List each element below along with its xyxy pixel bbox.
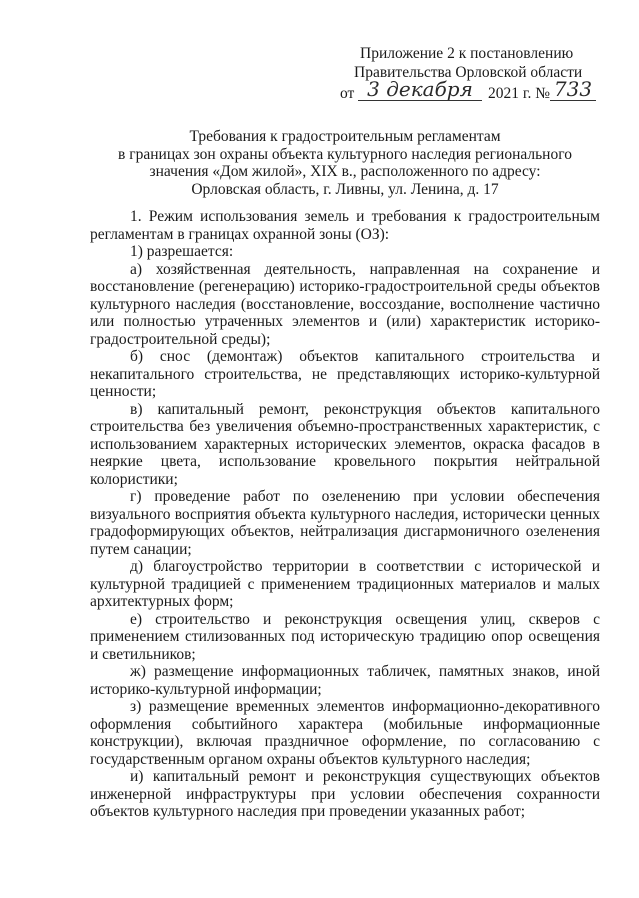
date-number-line — [340, 77, 600, 104]
title-line-3: значения «Дом жилой», XIX в., расположенного по адресу: — [149, 163, 541, 180]
title-line-4: Орловская область, г. Ливны, ул. Ленина, д. 17 — [191, 180, 499, 198]
handwritten-number: 733 — [550, 78, 596, 101]
appendix-line: Приложение 2 к постановлению — [360, 45, 574, 62]
date-prefix: от — [340, 85, 355, 102]
list-item-b: б) снос (демонтаж) объектов капитального строительства и некапитального строительства, не представляющих историко-культурной ценности; — [90, 348, 600, 400]
year-number-label: 2021 г. № — [488, 85, 551, 102]
list-item-a: а) хозяйственная деятельность, направленная на сохранение и восстановление (регенерацию) историко-градостроительной среды объектов культурного наследия (восстановление, воссоздание, восполнение частично или полностью утраченных элементов и (или) характеристик историко-градостроительной среды); — [90, 260, 600, 348]
list-item-i: и) капитальный ремонт и реконструкция существующих объектов инженерной инфраструктуры при условии обеспечения сохранности объектов культурного наследия при проведении указанных работ; — [90, 768, 600, 820]
list-item-g: г) проведение работ по озеленению при условии обеспечения визуального восприятия объекта культурного наследия, исторически ценных градоформирующих объектов, нейтрализация дисгармоничного озеленения путем санации; — [90, 488, 600, 558]
document-title — [100, 128, 590, 198]
list-item-d: д) благоустройство территории в соответствии с исторической и культурной традицией с применением традиционных материалов и малых архитектурных форм; — [90, 558, 600, 610]
list-item-e: е) строительство и реконструкция освещения улиц, скверов с применением стилизованных под историческую традицию опор освещения и светильников; — [90, 610, 600, 663]
handwritten-date: 3 декабря — [358, 78, 482, 101]
paragraph-permitted: 1) разрешается: — [130, 243, 234, 260]
list-item-v: в) капитальный ремонт, реконструкция объектов капитального строительства без увеличения объемно-пространственных характеристик, с использованием характерных исторических элементов, окраска фасадов в неяркие цвета, использование кровельного покрытия нейтральной колористики; — [90, 400, 600, 488]
list-item-z: з) размещение временных элементов информационно-декоративного оформления событийного характера (мобильные информационные конструкции), включая праздничное оформление, по согласованию с государственным органом охраны объектов культурного наследия; — [90, 698, 600, 768]
list-item-zh: ж) размещение информационных табличек, памятных знаков, иной историко-культурной информации; — [90, 663, 600, 698]
document-header — [340, 44, 600, 104]
document-body — [90, 208, 600, 821]
government-line: Правительства Орловской области — [354, 64, 583, 81]
paragraph-1: 1. Режим использования земель и требования к градостроительным регламентам в границах охранной зоны (ОЗ): — [90, 208, 600, 243]
title-line-2: в границах зон охраны объекта культурного наследия регионального — [118, 145, 572, 163]
title-line-1: Требования к градостроительным регламентам — [189, 128, 501, 145]
